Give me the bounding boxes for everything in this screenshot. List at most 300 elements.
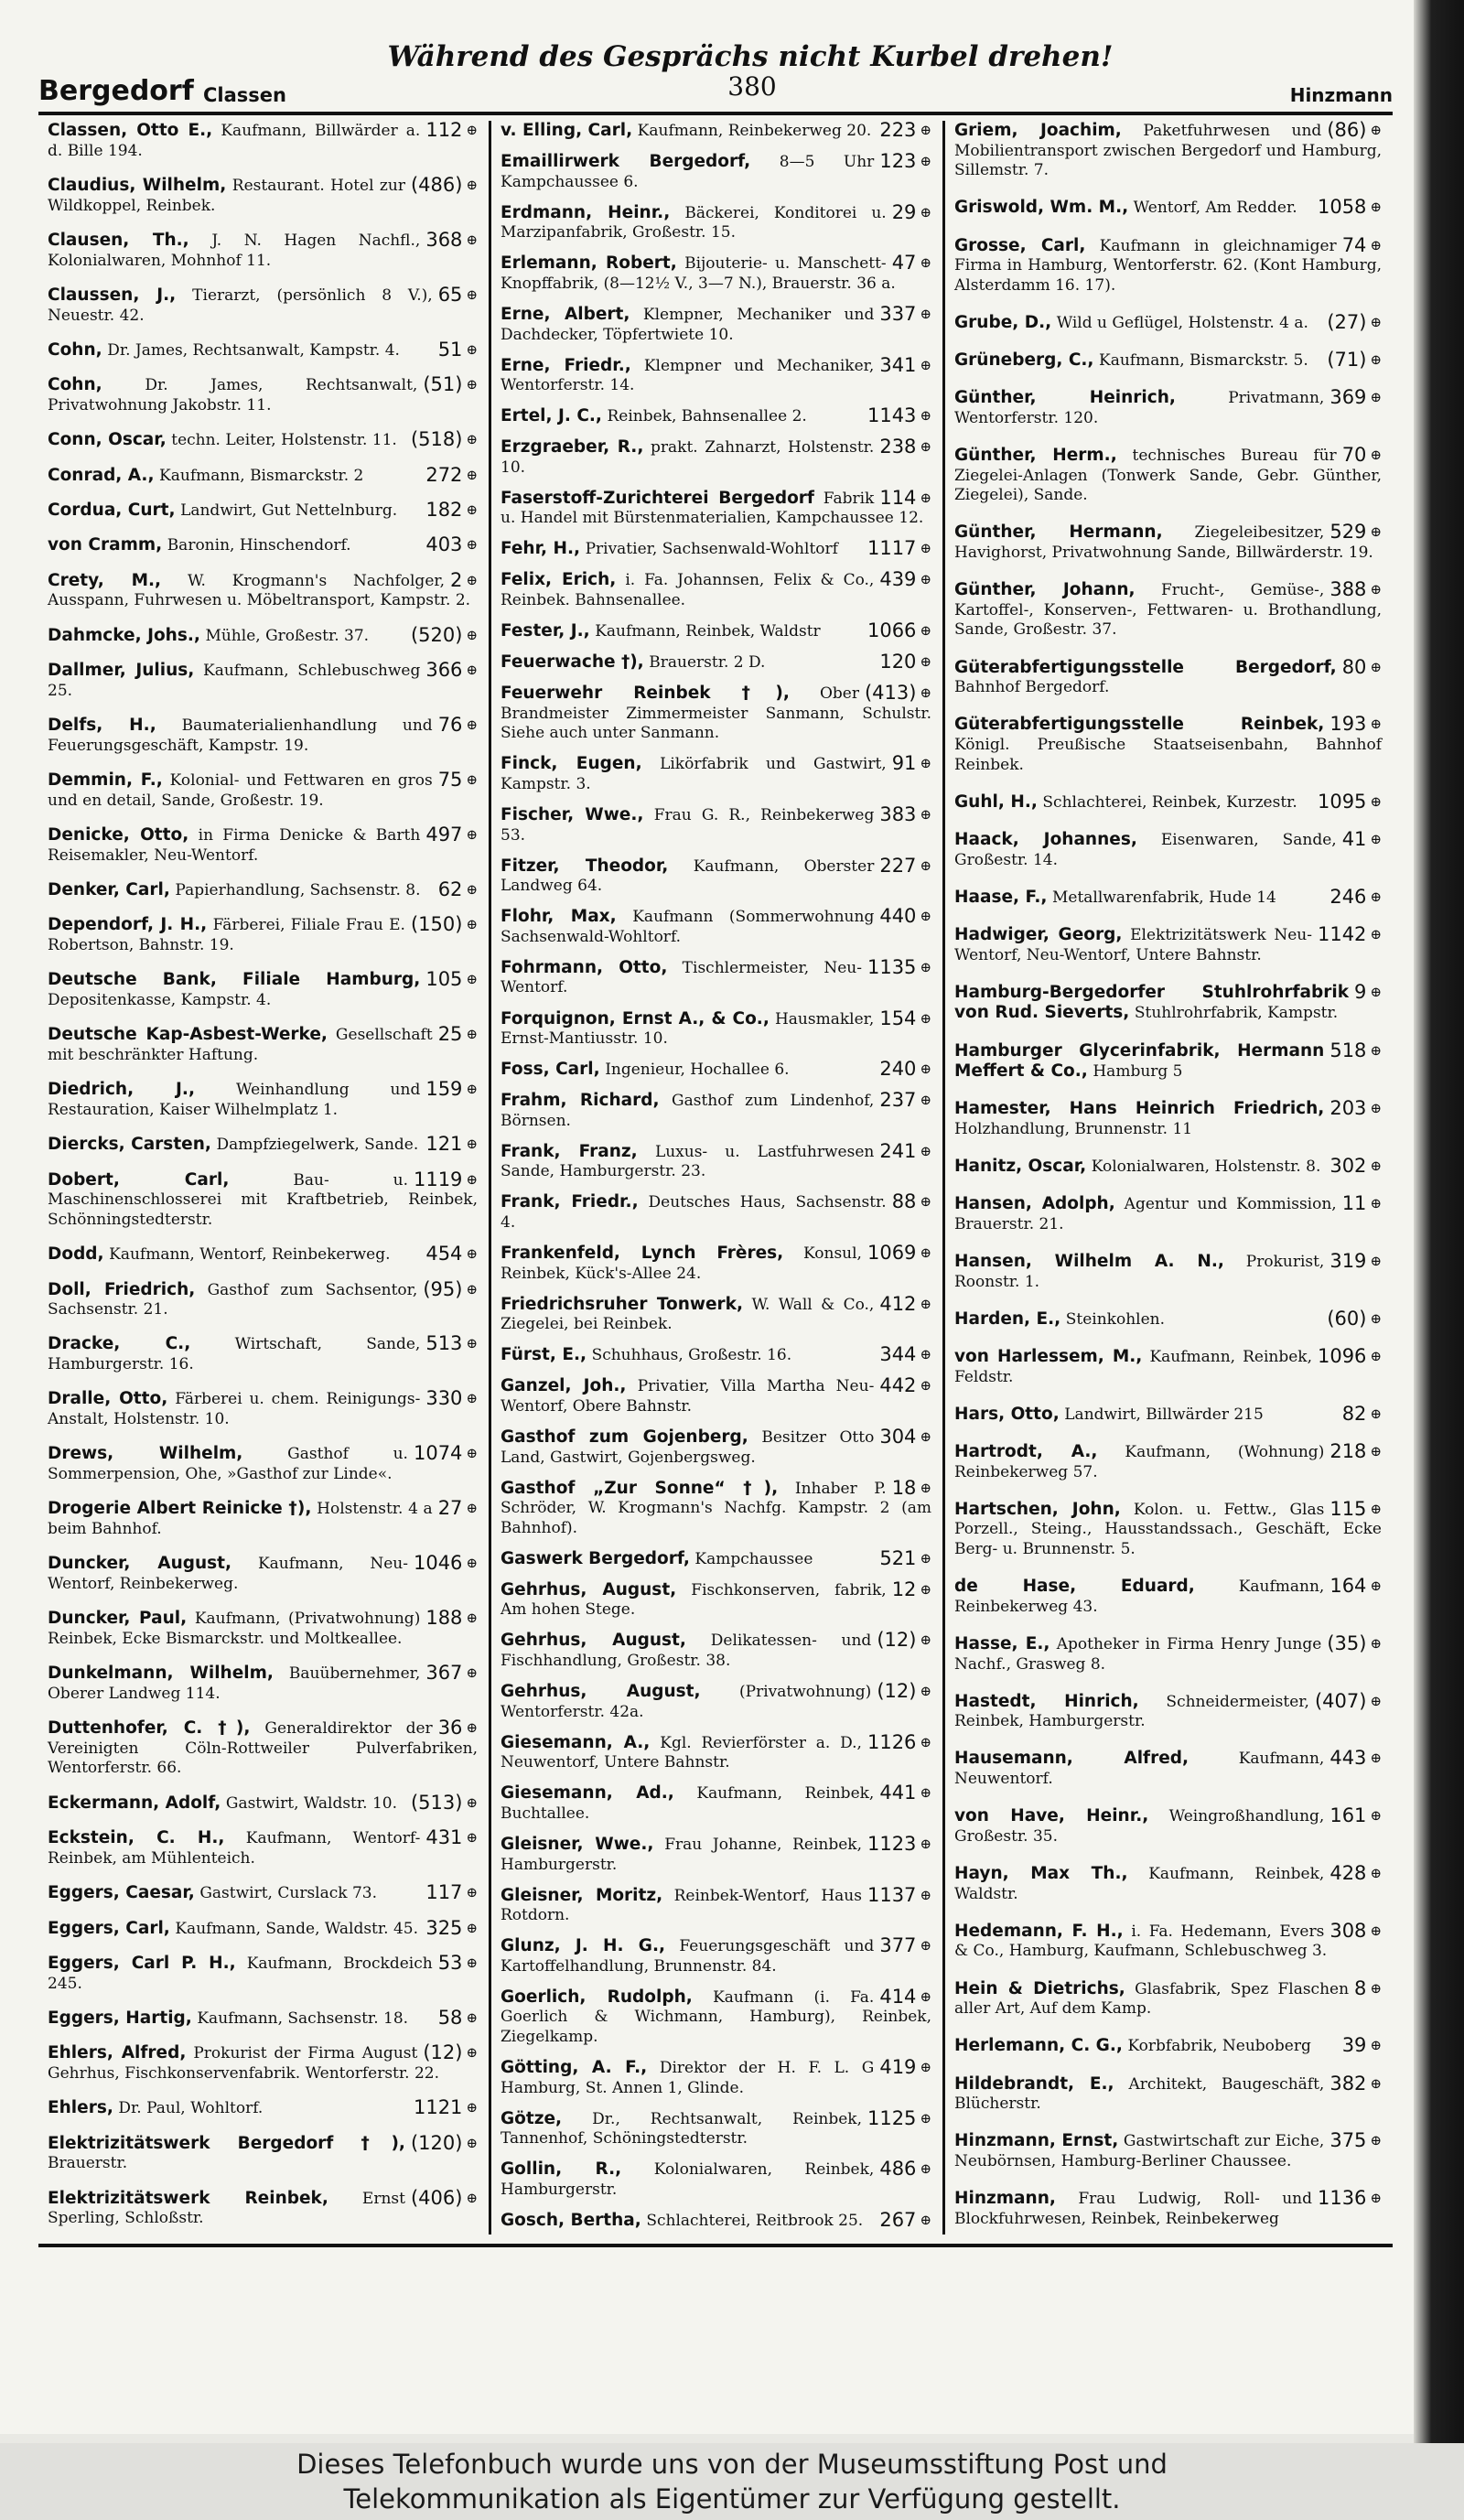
directory-entry xyxy=(48,121,479,162)
directory-entry xyxy=(48,1554,479,1595)
entry-detail: Bäckerei, Konditorei u. Marzipanfabrik, Großestr. 15. xyxy=(501,203,887,242)
entry-detail: Dr. James, Rechtsanwalt, Privatwohnung Jakobstr. 11. xyxy=(48,376,418,415)
entry-detail: Schlachterei, Reitbrook 25. xyxy=(646,2211,864,2230)
phone-mark-icon: ⊕ xyxy=(466,716,478,734)
phone-number: 112 xyxy=(425,121,463,141)
phone-number: 1119 xyxy=(413,1168,463,1190)
entry-name: Duttenhofer, C. †), xyxy=(48,1718,251,1739)
phone-number: 1126 xyxy=(867,1730,917,1753)
entry-detail: Landwirt, Billwärder 215 xyxy=(1064,1405,1264,1424)
entry-name: Erdmann, Heinr., xyxy=(501,202,671,222)
phone-mark-icon: ⊕ xyxy=(466,2134,478,2151)
entry-name: Feuerwache †), xyxy=(501,652,644,673)
phone-number: 47 xyxy=(891,252,917,275)
entry-name: Delfs, H., xyxy=(48,716,156,736)
entry-detail: Kgl. Revierförster a. D., Neuwentorf, Untere Bahnstr. xyxy=(501,1733,862,1772)
phone-mark-icon: ⊕ xyxy=(1370,122,1382,138)
entry-detail: Wirtschaft, Sande, Hamburgerstr. 16. xyxy=(48,1335,421,1374)
directory-entry xyxy=(48,375,479,416)
phone-mark-icon: ⊕ xyxy=(920,1987,931,2005)
entry-detail: Kaufmann, Wentorf, Reinbekerweg. xyxy=(109,1245,391,1265)
directory-entry xyxy=(954,580,1383,641)
directory-entry xyxy=(501,754,933,795)
entry-name: Götting, A. F., xyxy=(501,2058,648,2078)
entry-name: Frankenfeld, Lynch Frères, xyxy=(501,1244,784,1264)
entry-detail: Kaufmann, Reinbekerweg 20. xyxy=(637,122,872,140)
entry-name: Hanitz, Oscar, xyxy=(954,1157,1087,1177)
entry-name: Glunz, J. H. G., xyxy=(501,1936,666,1956)
entry-name: Ehlers, xyxy=(48,2098,113,2118)
entry-name: Claussen, J., xyxy=(48,285,177,305)
phone-mark-icon: ⊕ xyxy=(920,622,931,640)
phone-mark-icon: ⊕ xyxy=(1370,2037,1382,2054)
directory-entry xyxy=(501,1292,933,1336)
entry-name: Cohn, xyxy=(48,375,102,395)
entry-detail: Landwirt, Gut Nettelnburg. xyxy=(180,501,398,520)
phone-number: 403 xyxy=(425,533,463,556)
entry-detail: Färberei u. chem. Reinigungs-Anstalt, Holstenstr. 10. xyxy=(48,1390,421,1429)
phone-mark-icon: ⊕ xyxy=(1370,888,1382,905)
phone-number: 375 xyxy=(1329,2129,1367,2152)
phone-mark-icon: ⊕ xyxy=(1370,1100,1382,1117)
phone-number: 88 xyxy=(891,1190,917,1213)
entry-name: Eggers, Hartig, xyxy=(48,2008,192,2028)
entry-name: Denker, Carl, xyxy=(48,879,170,899)
phone-mark-icon: ⊕ xyxy=(1370,1692,1382,1709)
phone-number: 123 xyxy=(879,150,917,173)
entry-detail: Tischlermeister, Neu-Wentorf. xyxy=(501,958,862,997)
entry-name: Haase, F., xyxy=(954,887,1048,907)
directory-entry xyxy=(954,655,1383,699)
directory-entry xyxy=(48,430,479,452)
directory-entry xyxy=(954,1976,1383,2020)
entry-detail: Fabrik u. Handel mit Bürstenmaterialien, Kampchaussee 12. xyxy=(501,489,924,528)
directory-entry xyxy=(954,1577,1383,1618)
entry-detail: Reinbek-Wentorf, Haus Rotdorn. xyxy=(501,1886,862,1925)
entry-detail: Reinbek, Bahnsenallee 2. xyxy=(607,407,807,426)
phone-number: 2 xyxy=(450,568,463,591)
phone-mark-icon: ⊕ xyxy=(1370,716,1382,733)
directory-entry xyxy=(501,1139,933,1183)
column-3 xyxy=(942,121,1393,2235)
phone-mark-icon: ⊕ xyxy=(920,2160,931,2178)
entry-name: Gehrhus, August, xyxy=(501,1579,677,1599)
directory-entry xyxy=(501,856,933,898)
entry-name: Dunkelmann, Wilhelm, xyxy=(48,1664,274,1684)
phone-mark-icon: ⊕ xyxy=(920,489,931,506)
directory-entry xyxy=(501,539,933,561)
entry-detail: Dr. James, Rechtsanwalt, Kampstr. 4. xyxy=(107,340,400,360)
phone-number: (86) xyxy=(1327,121,1367,141)
directory-entry xyxy=(48,770,479,812)
phone-number: 227 xyxy=(879,854,917,877)
entry-name: Ehlers, Alfred, xyxy=(48,2043,187,2063)
directory-entry xyxy=(501,1580,933,1621)
phone-number: 65 xyxy=(437,283,463,306)
directory-entry xyxy=(954,1634,1383,1675)
entry-detail: Prokurist, Roonstr. 1. xyxy=(954,1253,1325,1291)
entry-detail: Gasthof u. Sommerpension, Ohe, »Gasthof zur Linde«. xyxy=(48,1445,408,1483)
phone-mark-icon: ⊕ xyxy=(920,755,931,772)
phone-number: 9 xyxy=(1354,980,1367,1003)
entry-name: Hasse, E., xyxy=(954,1633,1050,1653)
entry-name: Frank, Franz, xyxy=(501,1141,638,1161)
phone-mark-icon: ⊕ xyxy=(920,2059,931,2076)
directory-entry xyxy=(954,1864,1383,1905)
entry-name: Hamburg-Bergedorfer Stuhlrohrfabrik von Rud. Sieverts, xyxy=(954,982,1350,1023)
phone-mark-icon: ⊕ xyxy=(920,438,931,456)
directory-entry xyxy=(48,1444,479,1485)
entry-detail: Schlachterei, Reinbek, Kurzestr. xyxy=(1042,792,1297,812)
entry-name: Eckermann, Adolf, xyxy=(48,1793,221,1813)
entry-detail: Holstenstr. 4 a beim Bahnhof. xyxy=(48,1500,433,1538)
entry-name: Hinzmann, Ernst, xyxy=(954,2131,1119,2151)
entry-name: Elektrizitätswerk Bergedorf †), xyxy=(48,2133,405,2153)
phone-mark-icon: ⊕ xyxy=(1370,523,1382,541)
phone-number: 237 xyxy=(879,1089,917,1112)
directory-entry xyxy=(501,353,933,397)
directory-entry xyxy=(501,2159,933,2201)
phone-number: 70 xyxy=(1341,444,1367,467)
entry-name: Dallmer, Julius, xyxy=(48,661,195,681)
entry-name: Günther, Herm., xyxy=(954,446,1117,466)
entry-name: Gehrhus, August, xyxy=(501,1631,686,1651)
entry-detail: Kaufmann, Sachsenstr. 18. xyxy=(197,2008,409,2028)
entry-detail: Weinhandlung und Restauration, Kaiser Wilhelmplatz 1. xyxy=(48,1081,421,1119)
phone-mark-icon: ⊕ xyxy=(920,356,931,373)
entry-detail: Feuerungsgeschäft und Kartoffelhandlung, Brunnenstr. 84. xyxy=(501,1937,875,1976)
entry-name: Hein & Dietrichs, xyxy=(954,1978,1125,1998)
entry-detail: Prokurist der Firma August Gehrhus, Fischkonservenfabrik. Wentorferstr. 22. xyxy=(48,2044,439,2083)
phone-number: (95) xyxy=(423,1277,463,1300)
phone-mark-icon: ⊕ xyxy=(466,571,478,588)
directory-entry xyxy=(954,1309,1383,1331)
entry-name: Gasthof „Zur Sonne“ †), xyxy=(501,1478,779,1498)
directory-entry xyxy=(48,568,479,612)
phone-mark-icon: ⊕ xyxy=(466,501,478,518)
phone-number: 1137 xyxy=(867,1883,917,1906)
entry-detail: Bahnhof Bergedorf. xyxy=(954,678,1110,697)
directory-entry xyxy=(954,827,1383,871)
entry-name: Ganzel, Joh., xyxy=(501,1376,627,1396)
phone-mark-icon: ⊕ xyxy=(466,1793,478,1811)
phone-mark-icon: ⊕ xyxy=(466,626,478,643)
phone-number: 53 xyxy=(437,1951,463,1974)
directory-entry xyxy=(501,1936,933,1977)
phone-number: 82 xyxy=(1341,1402,1367,1425)
phone-number: (406) xyxy=(410,2186,463,2209)
entry-name: Dracke, C., xyxy=(48,1334,191,1354)
phone-mark-icon: ⊕ xyxy=(466,231,478,248)
footer xyxy=(0,2443,1464,2520)
phone-mark-icon: ⊕ xyxy=(466,1280,478,1298)
phone-number: (35) xyxy=(1327,1632,1367,1654)
directory-entry xyxy=(501,1091,933,1132)
directory-entry xyxy=(954,522,1383,564)
directory-entry xyxy=(48,1389,479,1430)
phone-number: 369 xyxy=(1329,386,1367,409)
directory-entry xyxy=(501,1730,933,1774)
entry-detail: Besitzer Otto Land, Gastwirt, Gojenbergsweg. xyxy=(501,1427,875,1467)
entry-name: Eggers, Carl P. H., xyxy=(48,1953,236,1973)
phone-number: 440 xyxy=(879,905,917,928)
phone-mark-icon: ⊕ xyxy=(466,880,478,898)
entry-detail: Klempner und Mechaniker, Wentorferstr. 14. xyxy=(501,356,875,395)
entry-name: Giesemann, A., xyxy=(501,1732,651,1752)
entry-detail: Bau- u. Maschinenschlosserei mit Kraftbetrieb, Reinbek, Schönningstedterstr. xyxy=(48,1170,478,1229)
phone-mark-icon: ⊕ xyxy=(1370,1500,1382,1517)
entry-name: Hansen, Wilhelm A. N., xyxy=(954,1252,1224,1272)
entry-detail: Privatier, Villa Martha Neu-Wentorf, Obere Bahnstr. xyxy=(501,1377,875,1416)
entry-detail: technisches Bureau für Ziegelei-Anlagen (Tonwerk Sande, Gebr. Günther, Ziegelei), Sande. xyxy=(954,447,1382,505)
entry-detail: Kolonial- und Fettwaren en gros und en detail, Sande, Großestr. 19. xyxy=(48,771,433,810)
directory-entry xyxy=(954,198,1383,220)
entry-detail: Gesellschaft mit beschränkter Haftung. xyxy=(48,1026,433,1064)
phone-number: (150) xyxy=(410,913,463,936)
directory-entry xyxy=(501,1883,933,1927)
phone-mark-icon: ⊕ xyxy=(920,1632,931,1649)
phone-mark-icon: ⊕ xyxy=(466,971,478,988)
directory-entry xyxy=(954,1252,1383,1293)
directory-entry xyxy=(954,792,1383,814)
phone-mark-icon: ⊕ xyxy=(1370,313,1382,330)
entry-name: Hars, Otto, xyxy=(954,1404,1060,1424)
phone-mark-icon: ⊕ xyxy=(1370,1041,1382,1059)
entry-name: Hamburger Glycerinfabrik, Hermann Meffert & Co., xyxy=(954,1040,1325,1082)
phone-number: 319 xyxy=(1329,1250,1367,1273)
phone-number: 164 xyxy=(1329,1575,1367,1598)
phone-mark-icon: ⊕ xyxy=(920,122,931,138)
directory-entry xyxy=(954,1439,1383,1483)
entry-detail: Konsul, Reinbek, Kück's-Allee 24. xyxy=(501,1244,862,1283)
entry-name: Dobert, Carl, xyxy=(48,1169,230,1190)
phone-mark-icon: ⊕ xyxy=(466,771,478,788)
directory-entry xyxy=(48,1793,479,1815)
directory-entry xyxy=(501,2106,933,2150)
phone-mark-icon: ⊕ xyxy=(466,1335,478,1352)
entry-name: Duncker, August, xyxy=(48,1554,232,1574)
column-1 xyxy=(38,121,489,2235)
directory-entry xyxy=(501,684,933,745)
phone-number: 388 xyxy=(1329,578,1367,601)
phone-number: 76 xyxy=(437,714,463,737)
entry-detail: Kaufmann, Neu-Wentorf, Reinbekerweg. xyxy=(48,1555,408,1593)
entry-name: Hadwiger, Georg, xyxy=(954,924,1123,944)
phone-number: 486 xyxy=(879,2158,917,2181)
phone-mark-icon: ⊕ xyxy=(1370,389,1382,406)
entry-detail: Wild u Geflügel, Holstenstr. 4 a. xyxy=(1056,313,1308,332)
phone-number: 377 xyxy=(879,1934,917,1957)
phone-mark-icon: ⊕ xyxy=(920,1193,931,1211)
directory-entry xyxy=(501,1192,933,1233)
phone-mark-icon: ⊕ xyxy=(1370,581,1382,598)
entry-name: Hamester, Hans Heinrich Friedrich, xyxy=(954,1099,1325,1119)
entry-name: Denicke, Otto, xyxy=(48,824,189,845)
phone-number: 513 xyxy=(425,1332,463,1355)
directory-entry xyxy=(954,715,1383,776)
phone-mark-icon: ⊕ xyxy=(1370,792,1382,810)
entry-detail: Färberei, Filiale Frau E. Robertson, Bahnstr. 19. xyxy=(48,916,405,954)
header-last-name: Hinzmann xyxy=(1289,84,1393,106)
directory-entry xyxy=(954,388,1383,429)
phone-number: 223 xyxy=(879,121,917,141)
entry-name: Conrad, A., xyxy=(48,465,155,485)
entry-name: Hildebrandt, E., xyxy=(954,2073,1114,2094)
entry-name: Demmin, F., xyxy=(48,770,163,790)
phone-number: 366 xyxy=(425,659,463,682)
phone-number: 27 xyxy=(437,1497,463,1520)
phone-mark-icon: ⊕ xyxy=(920,1937,931,1955)
entry-name: Grube, D., xyxy=(954,312,1052,332)
phone-mark-icon: ⊕ xyxy=(466,176,478,193)
entry-detail: Frau G. R., Reinbekerweg 53. xyxy=(501,806,875,845)
entry-name: Doll, Friedrich, xyxy=(48,1279,196,1299)
phone-number: 218 xyxy=(1329,1439,1367,1462)
entry-detail: Kaufmann, Neuwentorf. xyxy=(954,1750,1325,1789)
phone-number: 1069 xyxy=(867,1242,917,1265)
footer-line-1: Dieses Telefonbuch wurde uns von der Museumsstiftung Post und xyxy=(296,2449,1168,2480)
entry-detail: Korbfabrik, Neuboberg xyxy=(1127,2037,1311,2056)
phone-number: 1096 xyxy=(1317,1345,1367,1367)
entry-name: Götze, xyxy=(501,2108,563,2128)
entry-name: von Cramm, xyxy=(48,535,163,555)
entry-detail: Steinkohlen. xyxy=(1065,1309,1166,1329)
entry-name: Diercks, Carsten, xyxy=(48,1135,211,1155)
directory-entry xyxy=(954,1806,1383,1847)
phone-number: 272 xyxy=(425,463,463,486)
phone-mark-icon: ⊕ xyxy=(1370,447,1382,464)
entry-detail: Frau Ludwig, Roll- und Blockfuhrwesen, Reinbek, Reinbekerweg xyxy=(954,2190,1312,2228)
entry-detail: Ober Brandmeister Zimmermeister Sanmann, Schulstr. Siehe auch unter Sanmann. xyxy=(501,684,931,743)
phone-mark-icon: ⊕ xyxy=(466,1719,478,1737)
phone-mark-icon: ⊕ xyxy=(920,1549,931,1567)
phone-mark-icon: ⊕ xyxy=(920,1377,931,1395)
scan-edge xyxy=(1414,0,1464,2443)
entry-name: Eggers, Carl, xyxy=(48,1918,170,1938)
entry-name: Duncker, Paul, xyxy=(48,1609,188,1629)
phone-number: 91 xyxy=(891,752,917,775)
phone-mark-icon: ⊕ xyxy=(466,376,478,393)
entry-name: Fitzer, Theodor, xyxy=(501,856,669,876)
directory-entry xyxy=(48,1334,479,1375)
entry-detail: techn. Leiter, Holstenstr. 11. xyxy=(171,431,397,450)
directory-entry xyxy=(954,1919,1383,1963)
entry-name: Günther, Heinrich, xyxy=(954,388,1176,408)
entry-name: Dahmcke, Johs., xyxy=(48,625,200,645)
directory-entry xyxy=(48,463,479,488)
directory-entry xyxy=(48,825,479,867)
phone-mark-icon: ⊕ xyxy=(466,1500,478,1517)
phone-number: 159 xyxy=(425,1078,463,1101)
phone-number: 441 xyxy=(879,1782,917,1804)
phone-number: (407) xyxy=(1314,1689,1367,1712)
entry-detail: Generaldirektor der Vereinigten Cöln-Rottweiler Pulverfabriken, Wentorferstr. 66. xyxy=(48,1719,478,1778)
directory-entry xyxy=(501,1682,933,1723)
phone-number: (513) xyxy=(410,1791,463,1814)
phone-mark-icon: ⊕ xyxy=(1370,2074,1382,2092)
directory-entry xyxy=(501,121,933,143)
entry-detail: W. Krogmann's Nachfolger, Ausspann, Fuhrwesen u. Möbeltransport, Kampstr. 2. xyxy=(48,571,471,610)
directory-entry xyxy=(48,1244,479,1266)
entry-name: Hastedt, Hinrich, xyxy=(954,1691,1139,1711)
phone-number: (486) xyxy=(410,173,463,196)
phone-mark-icon: ⊕ xyxy=(920,1092,931,1109)
phone-number: (12) xyxy=(877,1680,917,1703)
directory-entry xyxy=(501,152,933,193)
directory-entry xyxy=(501,1631,933,1672)
phone-number: 1117 xyxy=(867,537,917,560)
entry-detail: Kaufmann, Sande, Waldstr. 45. xyxy=(175,1919,418,1938)
phone-number: 80 xyxy=(1341,655,1367,678)
entry-detail: Mühle, Großestr. 37. xyxy=(205,626,370,645)
phone-mark-icon: ⊕ xyxy=(466,1081,478,1098)
page-header xyxy=(38,37,1393,110)
entry-name: Günther, Hermann, xyxy=(954,522,1163,543)
phone-mark-icon: ⊕ xyxy=(1370,1979,1382,1997)
entry-detail: Ernst Sperling, Schloßstr. xyxy=(48,2189,405,2228)
phone-mark-icon: ⊕ xyxy=(920,1835,931,1852)
phone-number: 41 xyxy=(1341,827,1367,850)
entry-detail: Kaufmann, Schlebuschweg 25. xyxy=(48,662,421,700)
directory-entry xyxy=(501,1832,933,1876)
directory-entry xyxy=(501,2058,933,2099)
directory-entry xyxy=(954,1194,1383,1235)
entry-detail: Elektrizitätswerk Neu-Wentorf, Neu-Wentorf, Untere Bahnstr. xyxy=(954,925,1312,964)
entry-name: Goerlich, Rudolph, xyxy=(501,1987,693,2007)
phone-number: 18 xyxy=(891,1476,917,1499)
phone-number: (413) xyxy=(864,682,917,705)
entry-detail: Frau Johanne, Reinbek, Hamburgerstr. xyxy=(501,1835,862,1874)
entry-name: Dependorf, J. H., xyxy=(48,915,208,935)
phone-number: 497 xyxy=(425,823,463,845)
phone-number: 414 xyxy=(879,1985,917,2008)
phone-mark-icon: ⊕ xyxy=(466,1610,478,1627)
entry-name: Eckstein, C. H., xyxy=(48,1828,225,1848)
entry-detail: Kaufmann, Reinbek, Feldstr. xyxy=(954,1348,1312,1386)
entry-name: Hausemann, Alfred, xyxy=(954,1749,1190,1769)
phone-mark-icon: ⊕ xyxy=(466,1555,478,1572)
phone-number: 154 xyxy=(879,1007,917,1029)
phone-number: 529 xyxy=(1329,521,1367,544)
entry-detail: Gastwirt, Curslack 73. xyxy=(199,1884,378,1903)
entry-detail: Likörfabrik und Gastwirt, Kampstr. 3. xyxy=(501,755,887,793)
entry-name: Gleisner, Moritz, xyxy=(501,1885,663,1905)
phone-number: 25 xyxy=(437,1023,463,1046)
directory-entry xyxy=(501,1783,933,1825)
phone-number: 383 xyxy=(879,803,917,825)
phone-number: 1125 xyxy=(867,2106,917,2129)
directory-entry xyxy=(954,885,1383,910)
directory-entry xyxy=(48,623,479,648)
entry-detail: Wentorf, Am Redder. xyxy=(1133,199,1297,218)
phone-mark-icon: ⊕ xyxy=(466,1245,478,1263)
directory-entry xyxy=(501,1009,933,1050)
phone-number: 246 xyxy=(1329,885,1367,908)
phone-number: 39 xyxy=(1341,2034,1367,2057)
phone-number: 521 xyxy=(879,1546,917,1569)
entry-detail: Stuhlrohrfabrik, Kampstr. xyxy=(1134,1004,1339,1023)
entry-detail: Kaufmann, Reinbek, Waldstr xyxy=(595,622,821,641)
phone-number: 337 xyxy=(879,302,917,325)
phone-mark-icon: ⊕ xyxy=(466,2189,478,2206)
phone-number: 428 xyxy=(1329,1862,1367,1885)
entry-name: Erne, Friedr., xyxy=(501,355,631,375)
phone-mark-icon: ⊕ xyxy=(1370,925,1382,942)
directory-entry xyxy=(501,200,933,244)
entry-name: Gaswerk Bergedorf, xyxy=(501,1548,690,1568)
entry-name: Hartschen, John, xyxy=(954,1499,1121,1519)
entry-name: Drogerie Albert Reinicke †), xyxy=(48,1499,312,1519)
